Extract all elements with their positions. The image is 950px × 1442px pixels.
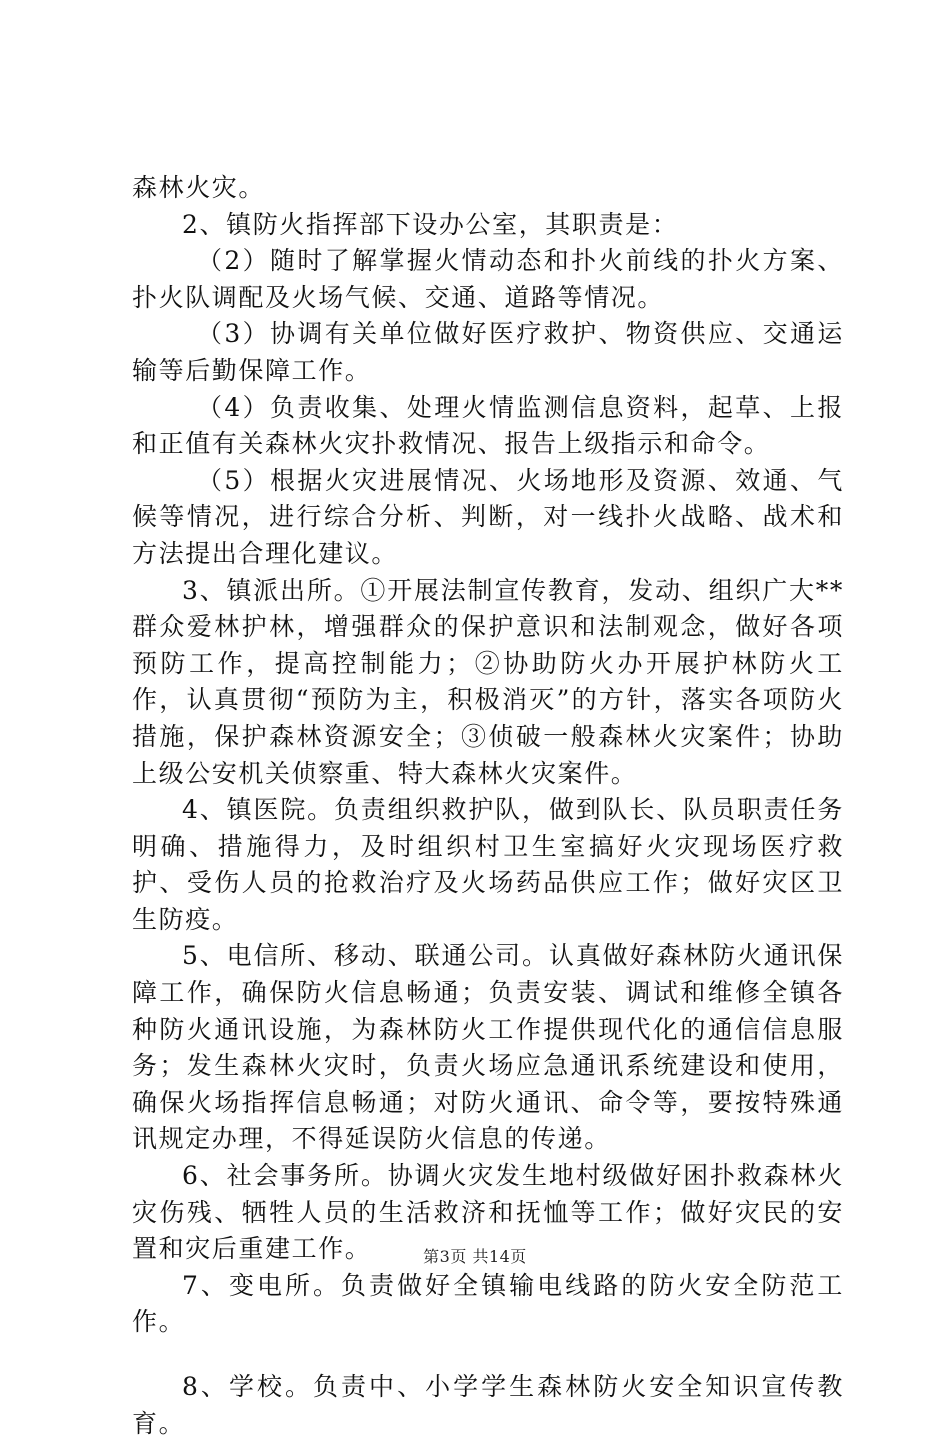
paragraph-6: （5）根据火灾进展情况、火场地形及资源、效通、气候等情况，进行综合分析、判断，对一线扑火战略、战术和方法提出合理化建议。: [132, 465, 844, 568]
paragraph-10: 6、社会事务所。协调火灾发生地村级做好困扑救森林火灾伤残、牺牲人员的生活救济和抚恤等工作；做好灾民的安置和灾后重建工作。: [132, 1161, 844, 1264]
paragraph-8: 4、镇医院。负责组织救护队，做到队长、队员职责任务明确、措施得力，及时组织村卫生室搞好火灾现场医疗救护、受伤人员的抢救治疗及火场药品供应工作；做好灾区卫生防疫。: [132, 795, 844, 934]
paragraph-3: （2）随时了解掌握火情动态和扑火前线的扑火方案、扑火队调配及火场气候、交通、道路等情况。: [132, 246, 844, 312]
paragraph-2: 2、镇防火指挥部下设办公室，其职责是：: [182, 209, 679, 239]
paragraph-11: 7、变电所。负责做好全镇输电线路的防火安全防范工作。: [132, 1270, 844, 1337]
paragraph-4: （3）协调有关单位做好医疗救护、物资供应、交通运输等后勤保障工作。: [132, 319, 844, 385]
paragraph-5: （4）负责收集、处理火情监测信息资料，起草、上报和正值有关森林火灾扑救情况、报告上级指示和命令。: [132, 392, 844, 459]
paragraph-9: 5、电信所、移动、联通公司。认真做好森林防火通讯保障工作，确保防火信息畅通；负责安装、调试和维修全镇各种防火通讯设施，为森林防火工作提供现代化的通信信息服务；发生森林火灾时，负责火场应急通讯系统建设和使用，确保火场指挥信息畅通；对防火通讯、命令等，要按特殊通讯规定办理，不得延误防火信息的传递。: [132, 941, 844, 1154]
paragraph-1: 森林火灾。: [132, 173, 266, 202]
paragraph-7: 3、镇派出所。①开展法制宣传教育，发动、组织广大**群众爱林护林，增强群众的保护意识和法制观念，做好各项预防工作，提高控制能力；②协助防火办开展护林防火工作，认真贯彻“预防为主，积极消灭”的方针，落实各项防火措施，保护森林资源安全；③侦破一般森林火灾案件；协助上级公安机关侦察重、特大森林火灾案件。: [132, 575, 844, 788]
paragraph-12: 8、学校。负责中、小学学生森林防火安全知识宣传教育。: [132, 1372, 844, 1438]
page-number-footer: 第3页 共14页: [423, 1247, 527, 1266]
